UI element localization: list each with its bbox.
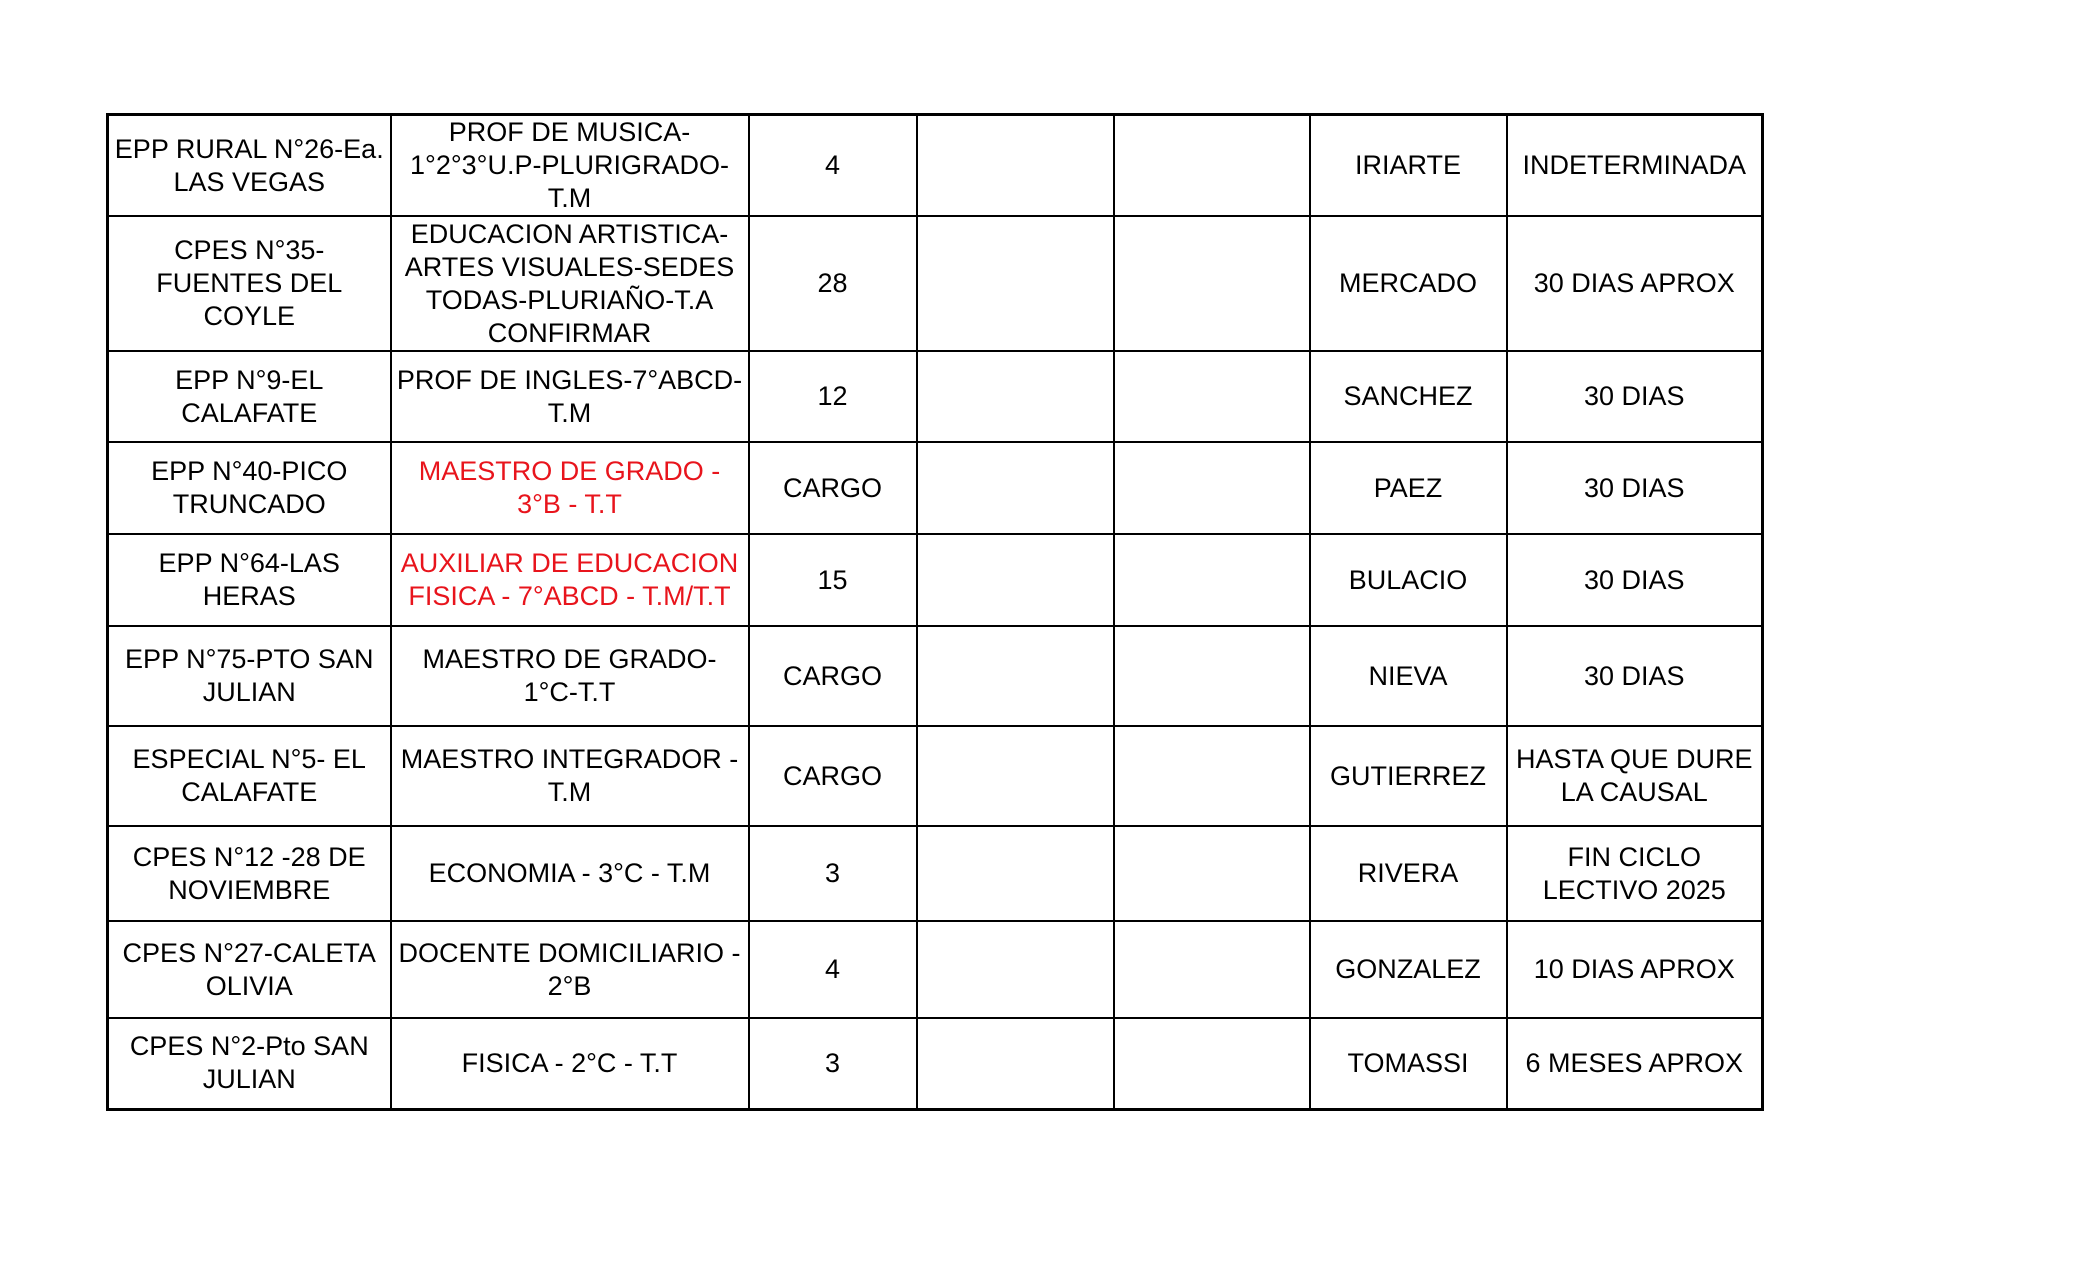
school-cell: EPP N°64-LAS HERAS: [108, 534, 391, 626]
table-row: [108, 726, 1763, 826]
school-cell: CPES N°2-Pto SAN JULIAN: [108, 1018, 391, 1109]
empty-cell: [917, 534, 1114, 626]
table-row: [108, 534, 1763, 626]
empty-cell: [1114, 534, 1310, 626]
surname-cell: NIEVA: [1310, 626, 1507, 726]
school-cell: CPES N°27-CALETA OLIVIA: [108, 921, 391, 1018]
duration-cell: 10 DIAS APROX: [1507, 921, 1763, 1018]
surname-cell: BULACIO: [1310, 534, 1507, 626]
hours-cell: CARGO: [749, 726, 917, 826]
school-cell: EPP N°75-PTO SAN JULIAN: [108, 626, 391, 726]
empty-cell: [1114, 351, 1310, 442]
table-row: [108, 1018, 1763, 1109]
empty-cell: [917, 921, 1114, 1018]
hours-cell: 15: [749, 534, 917, 626]
empty-cell: [917, 115, 1114, 217]
duration-cell: 30 DIAS: [1507, 442, 1763, 534]
empty-cell: [917, 1018, 1114, 1109]
empty-cell: [917, 726, 1114, 826]
table-row: [108, 921, 1763, 1018]
surname-cell: PAEZ: [1310, 442, 1507, 534]
surname-cell: GONZALEZ: [1310, 921, 1507, 1018]
hours-cell: 28: [749, 216, 917, 351]
duration-cell: 30 DIAS: [1507, 626, 1763, 726]
vacancies-table: [106, 113, 1764, 1111]
school-cell: EPP RURAL N°26-Ea. LAS VEGAS: [108, 115, 391, 217]
empty-cell: [917, 216, 1114, 351]
position-cell: DOCENTE DOMICILIARIO - 2°B: [391, 921, 749, 1018]
table-row: [108, 115, 1763, 217]
duration-cell: FIN CICLO LECTIVO 2025: [1507, 826, 1763, 921]
table-row: [108, 442, 1763, 534]
position-cell: FISICA - 2°C - T.T: [391, 1018, 749, 1109]
table-row: [108, 351, 1763, 442]
table-row: [108, 826, 1763, 921]
empty-cell: [1114, 626, 1310, 726]
hours-cell: CARGO: [749, 442, 917, 534]
duration-cell: 6 MESES APROX: [1507, 1018, 1763, 1109]
surname-cell: SANCHEZ: [1310, 351, 1507, 442]
empty-cell: [1114, 1018, 1310, 1109]
position-cell: PROF DE INGLES-7°ABCD-T.M: [391, 351, 749, 442]
school-cell: EPP N°9-EL CALAFATE: [108, 351, 391, 442]
hours-cell: 4: [749, 115, 917, 217]
position-cell-highlighted: MAESTRO DE GRADO - 3°B - T.T: [391, 442, 749, 534]
school-cell: CPES N°12 -28 DE NOVIEMBRE: [108, 826, 391, 921]
position-cell: MAESTRO DE GRADO-1°C-T.T: [391, 626, 749, 726]
duration-cell: INDETERMINADA: [1507, 115, 1763, 217]
table-row: [108, 626, 1763, 726]
position-cell-highlighted: AUXILIAR DE EDUCACION FISICA - 7°ABCD - T.M/T.T: [391, 534, 749, 626]
empty-cell: [917, 351, 1114, 442]
position-cell: ECONOMIA - 3°C - T.M: [391, 826, 749, 921]
surname-cell: IRIARTE: [1310, 115, 1507, 217]
school-cell: CPES N°35-FUENTES DEL COYLE: [108, 216, 391, 351]
hours-cell: CARGO: [749, 626, 917, 726]
empty-cell: [917, 626, 1114, 726]
duration-cell: HASTA QUE DURE LA CAUSAL: [1507, 726, 1763, 826]
empty-cell: [1114, 826, 1310, 921]
hours-cell: 3: [749, 1018, 917, 1109]
empty-cell: [1114, 216, 1310, 351]
duration-cell: 30 DIAS: [1507, 351, 1763, 442]
empty-cell: [917, 826, 1114, 921]
hours-cell: 4: [749, 921, 917, 1018]
school-cell: EPP N°40-PICO TRUNCADO: [108, 442, 391, 534]
duration-cell: 30 DIAS: [1507, 534, 1763, 626]
empty-cell: [1114, 726, 1310, 826]
surname-cell: MERCADO: [1310, 216, 1507, 351]
empty-cell: [1114, 115, 1310, 217]
empty-cell: [1114, 921, 1310, 1018]
hours-cell: 12: [749, 351, 917, 442]
surname-cell: RIVERA: [1310, 826, 1507, 921]
empty-cell: [917, 442, 1114, 534]
duration-cell: 30 DIAS APROX: [1507, 216, 1763, 351]
surname-cell: TOMASSI: [1310, 1018, 1507, 1109]
position-cell: PROF DE MUSICA-1°2°3°U.P-PLURIGRADO-T.M: [391, 115, 749, 217]
position-cell: EDUCACION ARTISTICA-ARTES VISUALES-SEDES TODAS-PLURIAÑO-T.A CONFIRMAR: [391, 216, 749, 351]
hours-cell: 3: [749, 826, 917, 921]
table-row: [108, 216, 1763, 351]
surname-cell: GUTIERREZ: [1310, 726, 1507, 826]
position-cell: MAESTRO INTEGRADOR - T.M: [391, 726, 749, 826]
school-cell: ESPECIAL N°5- EL CALAFATE: [108, 726, 391, 826]
empty-cell: [1114, 442, 1310, 534]
